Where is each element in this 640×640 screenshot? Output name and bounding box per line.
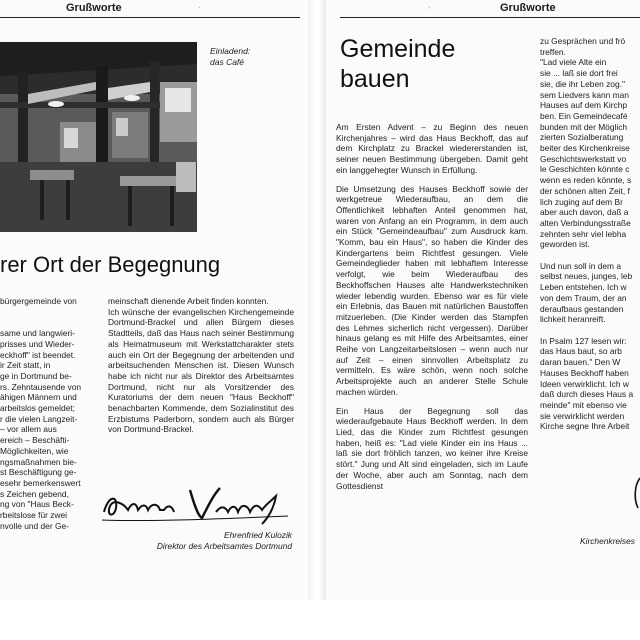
text-line: Möglichkeiten, wie <box>0 445 69 456</box>
text-line: das Haus baut, so arb <box>540 346 622 357</box>
text-line: sie, die ihr Leben zog." <box>540 78 625 89</box>
text-line: der schönen alten Zeit, f <box>540 185 630 196</box>
headline-line: bauen <box>340 65 410 93</box>
caption-line: Einladend: <box>210 46 251 56</box>
text-line: Hauses Beckhoff haben <box>540 367 629 378</box>
text-line: alten Verbindungsstraße <box>540 217 631 228</box>
left-body-column <box>108 296 294 443</box>
text-line: ngsmaßnahmen bie- <box>0 456 77 467</box>
text-line: wenn es reden könnte, s <box>540 175 632 186</box>
right-footer-text: Kirchenkreises <box>580 536 635 546</box>
text-line: le Geschichten könnte c <box>540 164 630 175</box>
signature-role: Direktor des Arbeitsamtes Dortmund <box>156 541 292 551</box>
paragraph: Ich wünsche der evangelischen Kirchengemeinde Dortmund-Brackel und allen Bürgern dieses Stadtteils, daß das Haus nach seiner Bestimmung als Heimatmuseum mit Werkstattcharakter stets auch ein Ort der Begegnung der arbeitenden und arbeitsuchenden Menschen ist. Diesen Wunsch habe ich nicht nur als Direktor des Arbeitsamtes Dortmund, nicht nur als Vorsitzender des Kuratoriums der dem neuen "Haus Beckhoff" benachbarten Kommende, dem Sozialinstitut des Erzbistums Paderborn, sondern auch als Bürger von Dortmund-Brackel. <box>108 306 294 435</box>
signature-block <box>120 530 292 552</box>
cafe-photo <box>0 42 197 232</box>
text-line: selbst neues, junges, leb <box>540 271 633 282</box>
text-line: daß durch dieses Haus a <box>540 389 634 400</box>
text-line: bürgergemeinde von <box>0 296 77 306</box>
header-rule-right <box>340 17 640 18</box>
text-line: s Zeichen gebend, <box>0 488 69 499</box>
text-line: ng von "Haus Beck- <box>0 499 74 510</box>
text-line: – vor allem aus <box>0 424 57 435</box>
paragraph: Am Ersten Advent – zu Beginn des neuen Kirchenjahres – wird das Haus Beckhoff, das auf dem Kirchplatz zu Brackel wiedererstanden ist, seiner neuen Bestimmung übergeben. Damit geht ein langgehegter Wunsch in Erfüllung. <box>336 122 528 175</box>
text-line: ge in Dortmund be- <box>0 370 72 381</box>
text-line: Hauses auf dem Kirchp <box>540 100 628 111</box>
text-line: aber auch davon, daß a <box>540 207 629 218</box>
ink-mark: ˊ <box>198 6 201 15</box>
scan-margin <box>0 600 640 640</box>
text-line: eckhoff" ist beendet. <box>0 349 76 360</box>
text-line: arbeitslos gemeldet; <box>0 403 75 414</box>
left-headline: rer Ort der Begegnung <box>0 252 221 277</box>
text-line: bunden mit der Möglich <box>540 121 628 132</box>
paragraph: Die Umsetzung des Hauses Beckhoff sowie der werkgetreue Wiederaufbau, an dem die Öffentlichkeit lebhaften Anteil genommen hat, waren von Anfang an ein Programm, in dem auch ein Stück "Gemeindeaufbau" zum Ausdruck kam. "Komm, bau ein Haus", so haben die Kinder des Kindergartens beim Richtfest gesungen. Viele Gemeindeglieder haben mit lebhaftem Interesse verfolgt, wie beim Wiederaufbau des Beckhoffschen Hauses alte Handwerkstechniken wieder lebendig wurden. Ebenso war es für viele ein Erlebnis, das Bauen mit natürlichen Baustoffen mitzuerleben. (Die Kinder werden das Stampfen des Lehmes sicherlich nicht vergessen). Darüber hinaus gelang es mit Hilfe des Arbeitsamtes, einer Reihe von Langzeitarbeitslosen – wenn auch nur auf Zeit – einen sinnvollen Arbeitsplatz zu vermitteln. Es wäre schön, wenn noch solche Arbeitsprojekte auch an anderer Stelle Schule machen würden. <box>336 183 528 397</box>
text-line: ir Zeit statt, in <box>0 360 51 371</box>
text-line: "Lad viele Alte ein <box>540 57 607 68</box>
page-gutter <box>308 0 326 600</box>
text-line: Und nun soll in dem a <box>540 260 622 271</box>
text-line: r die vielen Langzeit- <box>0 413 78 424</box>
text-line <box>0 317 88 328</box>
text-line: sem Liedvers kann man <box>540 89 629 100</box>
right-body-column <box>336 122 528 499</box>
left-cut-column <box>0 296 88 531</box>
text-line: treffen. <box>540 46 566 57</box>
text-line: Leben entstehen. Ich w <box>540 282 627 293</box>
text-line: geworden ist. <box>540 239 590 250</box>
paragraph: Ein Haus der Begegnung soll das wiederaufgebaute Haus Beckhoff werden. In dem Lied, das die Kinder zum Richtfest gesungen haben, heiß es: "Lad viele Kinder ein ins Haus ... laß sie dort fröhlich tanzen, wo keiner ihre Kreise stört." Jung und Alt sind eingeladen, sich im Laufe der Woche, aber auch am Sonntag, nach dem Gottesdienst <box>336 405 528 491</box>
right-page <box>326 0 640 600</box>
text-line: ereich – Beschäfti- <box>0 435 70 446</box>
text-line: lich zuging auf dem Br <box>540 196 623 207</box>
text-line <box>540 325 640 336</box>
signature-fragment <box>632 476 640 510</box>
text-line: sie verwirklicht werden <box>540 410 625 421</box>
text-line: zehnten sehr viel lebha <box>540 228 627 239</box>
text-line: same und langwieri- <box>0 328 75 339</box>
ink-mark: ˋ <box>428 6 431 16</box>
text-line <box>0 307 88 318</box>
left-page <box>0 0 308 600</box>
headline-line: Gemeinde <box>340 35 456 63</box>
text-line: beiter des Kirchenkreise <box>540 143 630 154</box>
text-line: ben. Ein Gemeindecafé <box>540 110 628 121</box>
text-line: rs. Zehntausende von <box>0 381 82 392</box>
text-line: st Beschäftigung ge- <box>0 467 77 478</box>
text-line <box>540 250 640 261</box>
text-line: ähigen Männern und <box>0 392 77 403</box>
running-head-right: Grußworte <box>500 2 556 14</box>
text-line: In Psalm 127 lesen wir: <box>540 335 627 346</box>
text-line: deraufbaus gestanden <box>540 303 624 314</box>
photo-caption <box>210 46 250 68</box>
paragraph: meinschaft dienende Arbeit finden konnten. <box>108 296 269 306</box>
text-line: sie ... laß sie dort frei <box>540 68 618 79</box>
text-line: Kirche segne Ihre Arbeit <box>540 421 630 432</box>
running-head-left: Grußworte <box>66 2 122 14</box>
right-cut-column <box>540 36 640 432</box>
text-line: zierten Sozialberatung <box>540 132 624 143</box>
text-line: prisses und Wieder- <box>0 338 75 349</box>
caption-line: das Café <box>210 57 245 67</box>
text-line: von dem Traum, der an <box>540 292 627 303</box>
signature-name: Ehrenfried Kulozik <box>224 530 292 540</box>
text-line: meinde" mit ebenso vie <box>540 399 627 410</box>
text-line: lichkeit heranreift. <box>540 314 606 325</box>
text-line: Geschichtswerkstatt vo <box>540 153 627 164</box>
text-line: nvolle und der Ge- <box>0 520 69 531</box>
handwritten-signature <box>98 482 294 528</box>
right-headline <box>340 34 455 94</box>
text-line: daran bauen." Den W <box>540 357 621 368</box>
text-line: esehr bemerkenswert <box>0 477 81 488</box>
text-line: Ideen verwirklicht. Ich w <box>540 378 629 389</box>
text-line: rbeitslose für zwei <box>0 510 68 521</box>
header-rule-left <box>0 17 300 18</box>
text-line: zu Gesprächen und frö <box>540 36 626 46</box>
